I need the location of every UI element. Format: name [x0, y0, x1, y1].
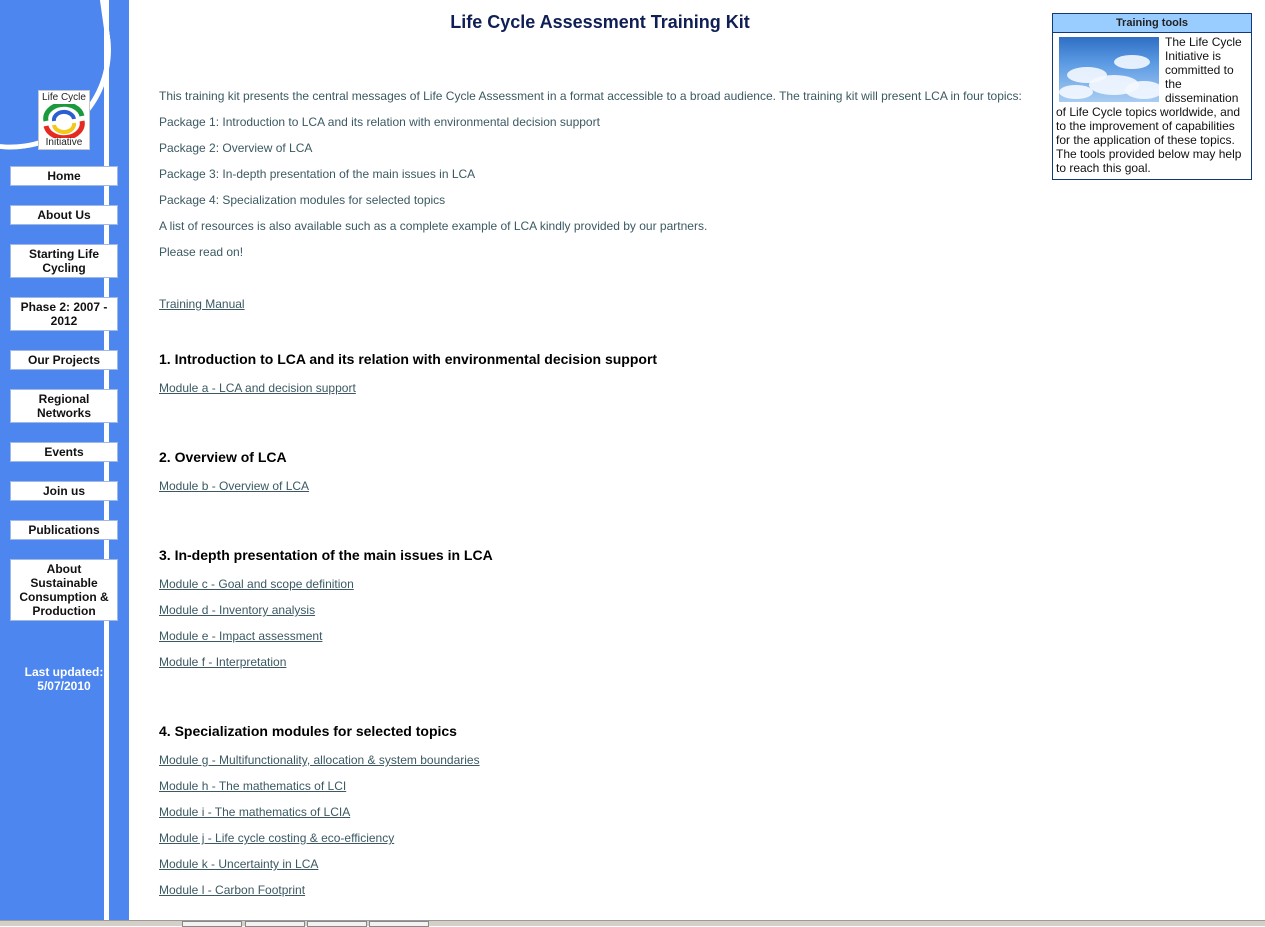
sidebar [0, 0, 129, 925]
module-f-link[interactable]: Module f - Interpretation [159, 655, 287, 669]
status-bar-tab[interactable] [307, 921, 367, 927]
package-4-text: Package 4: Specialization modules for selected topics [159, 193, 446, 207]
status-bar-tab[interactable] [245, 921, 305, 927]
nav-join-us[interactable]: Join us [10, 481, 118, 501]
last-updated [14, 665, 114, 693]
life-cycle-initiative-logo[interactable] [38, 90, 90, 150]
read-on-text: Please read on! [159, 245, 244, 259]
module-a-link[interactable]: Module a - LCA and decision support [159, 381, 356, 395]
module-h-link[interactable]: Module h - The mathematics of LCI [159, 779, 347, 793]
module-l-link[interactable]: Module l - Carbon Footprint [159, 883, 306, 897]
module-c-link[interactable]: Module c - Goal and scope definition [159, 577, 354, 591]
sky-clouds-image [1059, 37, 1159, 102]
training-tools-title: Training tools [1053, 14, 1251, 33]
logo-text-bottom: Initiative [45, 137, 83, 148]
training-tools-text: The Life Cycle Initiative is committed to the dissemination of Life Cycle topics worldwide, and to the improvement of capabilities for the application of these topics. The tools provided below may help to reach this goal. [1056, 35, 1242, 175]
nav-our-projects[interactable]: Our Projects [10, 350, 118, 370]
nav-about-us[interactable]: About Us [10, 205, 118, 225]
section-4-heading: 4. Specialization modules for selected topics [159, 723, 457, 739]
sidebar-decoration-stripe [104, 0, 109, 925]
logo-swirl-icon [40, 104, 88, 138]
training-manual-link[interactable]: Training Manual [159, 297, 245, 311]
nav-home[interactable]: Home [10, 166, 118, 186]
nav-regional-networks[interactable]: Regional Networks [10, 389, 118, 423]
training-tools-box [1052, 13, 1252, 180]
module-e-link[interactable]: Module e - Impact assessment [159, 629, 323, 643]
module-i-link[interactable]: Module i - The mathematics of LCIA [159, 805, 351, 819]
package-2-text: Package 2: Overview of LCA [159, 141, 313, 155]
module-g-link[interactable]: Module g - Multifunctionality, allocation & system boundaries [159, 753, 480, 767]
section-1-heading: 1. Introduction to LCA and its relation with environmental decision support [159, 351, 658, 367]
module-k-link[interactable]: Module k - Uncertainty in LCA [159, 857, 319, 871]
nav-publications[interactable]: Publications [10, 520, 118, 540]
status-bar-tab[interactable] [369, 921, 429, 927]
package-3-text: Package 3: In-depth presentation of the main issues in LCA [159, 167, 476, 181]
intro-text: This training kit presents the central messages of Life Cycle Assessment in a format accessible to a broad audience. The training kit will present LCA in four topics: [159, 89, 1022, 103]
resources-text: A list of resources is also available such as a complete example of LCA kindly provided by our partners. [159, 219, 708, 233]
nav-events[interactable]: Events [10, 442, 118, 462]
module-d-link[interactable]: Module d - Inventory analysis [159, 603, 316, 617]
last-updated-date: 5/07/2010 [37, 679, 91, 693]
module-j-link[interactable]: Module j - Life cycle costing & eco-efficiency [159, 831, 395, 845]
section-3-heading: 3. In-depth presentation of the main issues in LCA [159, 547, 493, 563]
package-1-text: Package 1: Introduction to LCA and its relation with environmental decision support [159, 115, 600, 129]
training-tools-body [1053, 33, 1251, 177]
nav-about-scp[interactable]: About Sustainable Consumption & Production [10, 559, 118, 621]
status-bar-tab[interactable] [182, 921, 242, 927]
logo-text-top: Life Cycle [42, 92, 86, 103]
page-title: Life Cycle Assessment Training Kit [450, 12, 750, 32]
last-updated-label: Last updated: [24, 665, 104, 679]
section-2-heading: 2. Overview of LCA [159, 449, 287, 465]
module-b-link[interactable]: Module b - Overview of LCA [159, 479, 310, 493]
nav-starting-life-cycling[interactable]: Starting Life Cycling [10, 244, 118, 278]
nav-phase-2[interactable]: Phase 2: 2007 - 2012 [10, 297, 118, 331]
